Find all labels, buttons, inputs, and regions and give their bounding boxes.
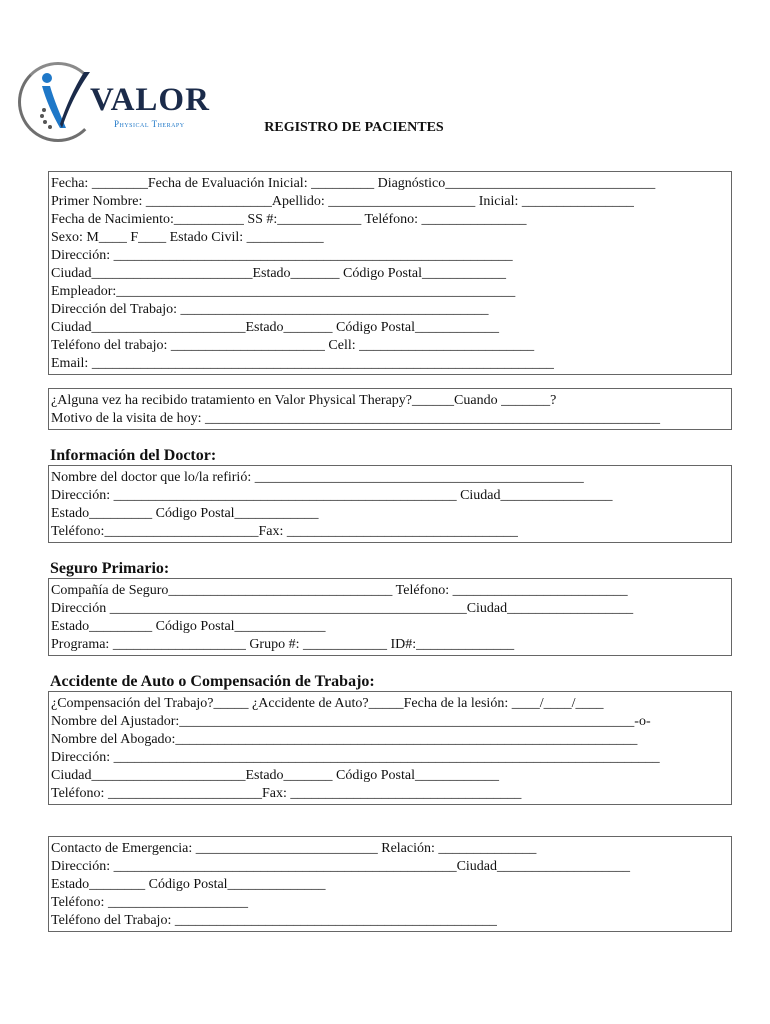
form-line[interactable]: Email: __________________________________________________________________ <box>51 356 554 371</box>
form-line[interactable]: Nombre del Abogado:__________________________________________________________________ <box>51 732 638 747</box>
form-line[interactable]: Ciudad______________________Estado_______ Código Postal____________ <box>51 320 499 335</box>
emergency-contact-box <box>48 836 732 932</box>
form-line[interactable]: Motivo de la visita de hoy: _________________________________________________________________ <box>51 411 660 426</box>
form-line[interactable]: Dirección ___________________________________________________Ciudad__________________ <box>51 601 634 616</box>
form-line[interactable]: Estado________ Código Postal______________ <box>51 877 326 892</box>
doctor-heading: Información del Doctor: <box>50 447 217 464</box>
form-line[interactable]: Primer Nombre: __________________Apellido: _____________________ Inicial: ________________ <box>51 194 634 209</box>
form-line[interactable]: Dirección del Trabajo: ____________________________________________ <box>51 302 489 317</box>
visit-info-box <box>48 388 732 430</box>
form-line[interactable]: Teléfono del Trabajo: ______________________________________________ <box>51 913 497 928</box>
form-line[interactable]: ¿Alguna vez ha recibido tratamiento en Valor Physical Therapy?______Cuando _______? <box>51 393 557 408</box>
form-line[interactable]: Ciudad______________________Estado_______ Código Postal____________ <box>51 768 499 783</box>
logo-tagline: Physical Therapy <box>114 119 185 129</box>
form-line[interactable]: Teléfono: ____________________ <box>51 895 248 910</box>
form-line[interactable]: Estado_________ Código Postal_____________ <box>51 619 326 634</box>
form-line[interactable]: Ciudad_______________________Estado_______ Código Postal____________ <box>51 266 506 281</box>
form-line[interactable]: Teléfono: ______________________Fax: _________________________________ <box>51 786 522 801</box>
form-line[interactable]: Fecha de Nacimiento:__________ SS #:____________ Teléfono: _______________ <box>51 212 527 227</box>
insurance-box <box>48 578 732 656</box>
form-title: REGISTRO DE PACIENTES <box>264 120 444 135</box>
form-line[interactable]: Dirección: _________________________________________________ Ciudad________________ <box>51 488 613 503</box>
form-line[interactable]: Nombre del doctor que lo/la refirió: _______________________________________________ <box>51 470 584 485</box>
form-line[interactable]: Dirección: ______________________________________________________________________________ <box>51 750 660 765</box>
form-line[interactable]: Sexo: M____ F____ Estado Civil: ___________ <box>51 230 324 245</box>
patient-info-box <box>48 171 732 375</box>
form-line[interactable]: Dirección: _________________________________________________________ <box>51 248 513 263</box>
form-line[interactable]: Teléfono:______________________Fax: _________________________________ <box>51 524 518 539</box>
accident-box <box>48 691 732 805</box>
insurance-heading: Seguro Primario: <box>50 560 170 577</box>
form-line[interactable]: Estado_________ Código Postal____________ <box>51 506 319 521</box>
form-line[interactable]: Empleador:_________________________________________________________ <box>51 284 516 299</box>
logo-wordmark: VALOR <box>90 82 210 118</box>
form-line[interactable]: Programa: ___________________ Grupo #: ____________ ID#:______________ <box>51 637 515 652</box>
form-line[interactable]: Dirección: _________________________________________________Ciudad___________________ <box>51 859 631 874</box>
form-line[interactable]: ¿Compensación del Trabajo?_____ ¿Accidente de Auto?_____Fecha de la lesión: ____/____/____ <box>51 696 604 711</box>
form-line[interactable]: Compañía de Seguro________________________________ Teléfono: _________________________ <box>51 583 628 598</box>
accident-heading: Accidente de Auto o Compensación de Trabajo: <box>50 673 375 690</box>
form-line[interactable]: Nombre del Ajustador:_________________________________________________________________-o- <box>51 714 651 729</box>
doctor-box <box>48 465 732 543</box>
form-line[interactable]: Teléfono del trabajo: ______________________ Cell: _________________________ <box>51 338 535 353</box>
form-line[interactable]: Fecha: ________Fecha de Evaluación Inicial: _________ Diagnóstico______________________________ <box>51 176 656 191</box>
form-line[interactable]: Contacto de Emergencia: __________________________ Relación: ______________ <box>51 841 537 856</box>
